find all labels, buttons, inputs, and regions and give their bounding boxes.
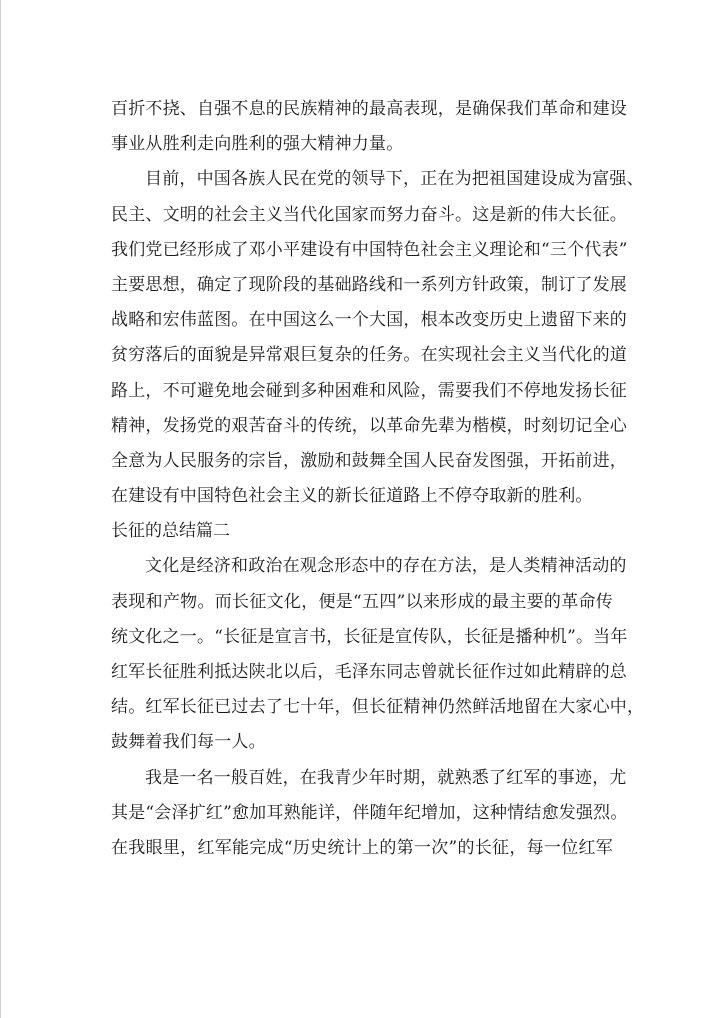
- text-line: 民主、文明的社会主义当代化国家而努力奋斗。这是新的伟大长征。: [111, 204, 627, 225]
- text-line: 文化是经济和政治在观念形态中的存在方法，是人类精神活动的: [145, 556, 627, 577]
- text-line: 全意为人民服务的宗旨，激励和鼓舞全国人民奋发图强，开拓前进，: [111, 450, 627, 471]
- paragraph-3: [111, 549, 645, 760]
- text-line: 我是一名一般百姓，在我青少年时期，就熟悉了红军的事迹，尤: [145, 767, 627, 788]
- text-line: 在建设有中国特色社会主义的新长征道路上不停夺取新的胜利。: [111, 486, 593, 507]
- text-line: 结。红军长征已过去了七十年，但长征精神仍然鲜活地留在大家心中，: [111, 697, 645, 718]
- text-line: 在我眼里，红军能完成“历史统计上的第一次”的长征，每一位红军: [111, 837, 613, 858]
- text-line: 主要思想，确定了现阶段的基础路线和一系列方针政策，制订了发展: [111, 274, 627, 295]
- text-line: 目前，中国各族人民在党的领导下，正在为把祖国建设成为富强、: [145, 169, 644, 190]
- text-line: 鼓舞着我们每一人。: [111, 732, 266, 753]
- text-line: 其是“会泽扩红”愈加耳熟能详，伴随年纪增加，这种情结愈发强烈。: [111, 802, 628, 823]
- text-line: 战略和宏伟蓝图。在中国这么一个大国，根本改变历史上遗留下来的: [111, 310, 627, 331]
- text-line: 百折不挠、自强不息的民族精神的最高表现，是确保我们革命和建设: [111, 99, 627, 119]
- text-line: 路上，不可避免地会碰到多种困难和风险，需要我们不停地发扬长征: [111, 380, 627, 401]
- paragraph-4: [111, 761, 628, 867]
- text-line: 我们党已经形成了邓小平建设有中国特色社会主义理论和“三个代表”: [111, 239, 628, 260]
- text-line: 贫穷落后的面貌是异常艰巨复杂的任务。在实现社会主义当代化的道: [111, 345, 627, 366]
- text-line: 统文化之一。“长征是宣言书，长征是宣传队，长征是播种机”。当年: [111, 626, 628, 647]
- text-line: 事业从胜利走向胜利的强大精神力量。: [111, 134, 404, 155]
- text-line: 精神，发扬党的艰苦奋斗的传统，以革命先辈为楷模，时刻切记全心: [111, 415, 627, 436]
- document-body: [111, 92, 645, 866]
- paragraph-1: [111, 92, 627, 162]
- section-heading: 长征的总结篇二: [111, 521, 230, 542]
- text-line: 红军长征胜利抵达陕北以后，毛泽东同志曾就长征作过如此精辟的总: [111, 662, 627, 682]
- text-line: 表现和产物。而长征文化，便是“五四”以来形成的最主要的革命传: [111, 591, 613, 612]
- paragraph-2: [111, 162, 644, 514]
